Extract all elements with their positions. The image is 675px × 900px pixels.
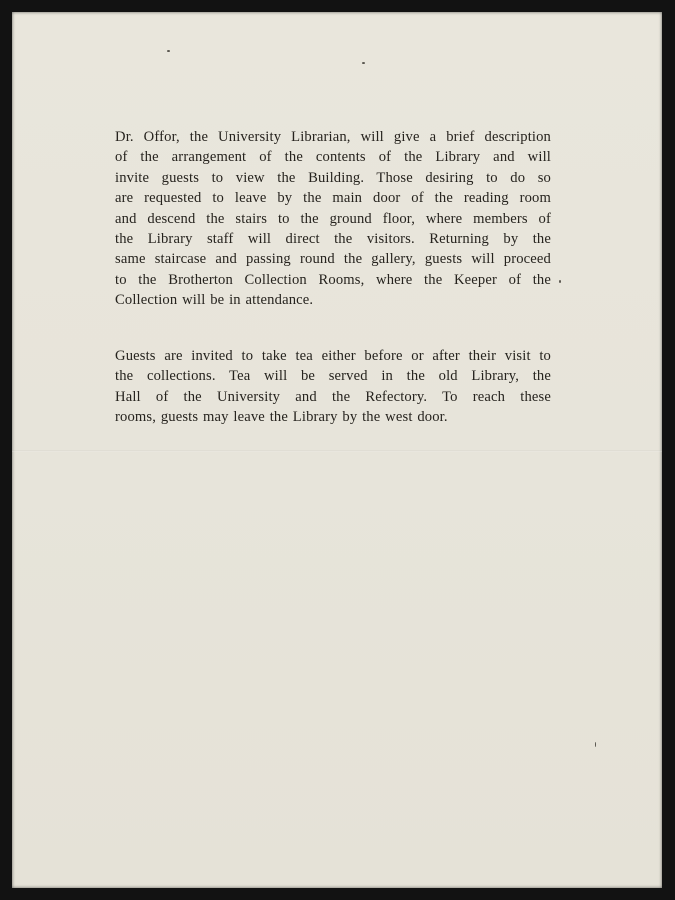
paper-speck xyxy=(559,280,561,283)
text-line: Dr. Offor, the University Librarian, will give a brief description xyxy=(115,129,551,145)
text-line: the Library staff will direct the visitors. Returning by the xyxy=(115,231,551,248)
text-line: the collections. Tea will be served in the old Library, the xyxy=(115,368,551,385)
text-line: Guests are invited to take tea either before or after their visit to xyxy=(115,348,551,364)
text-line: and descend the stairs to the ground floor, where members of xyxy=(115,210,551,227)
paragraph-library-description xyxy=(115,127,551,311)
text-line: of the arrangement of the contents of the Library and will xyxy=(115,149,551,166)
paper-speck xyxy=(362,62,365,64)
paper-speck xyxy=(167,50,170,52)
text-line: to the Brotherton Collection Rooms, where the Keeper of the xyxy=(115,271,551,288)
paragraph-tea-arrangements xyxy=(115,346,551,428)
text-line: invite guests to view the Building. Those desiring to do so xyxy=(115,169,551,186)
text-line: are requested to leave by the main door of the reading room xyxy=(115,190,551,207)
fold-crease xyxy=(12,450,662,452)
paper-speck xyxy=(595,742,596,747)
paper-sheet xyxy=(12,12,662,888)
text-line: Collection will be in attendance. xyxy=(115,292,314,309)
text-line: Hall of the University and the Refectory. To reach these xyxy=(115,388,551,405)
text-line: rooms, guests may leave the Library by the west door. xyxy=(115,409,448,426)
text-line: same staircase and passing round the gallery, guests will proceed xyxy=(115,251,551,268)
